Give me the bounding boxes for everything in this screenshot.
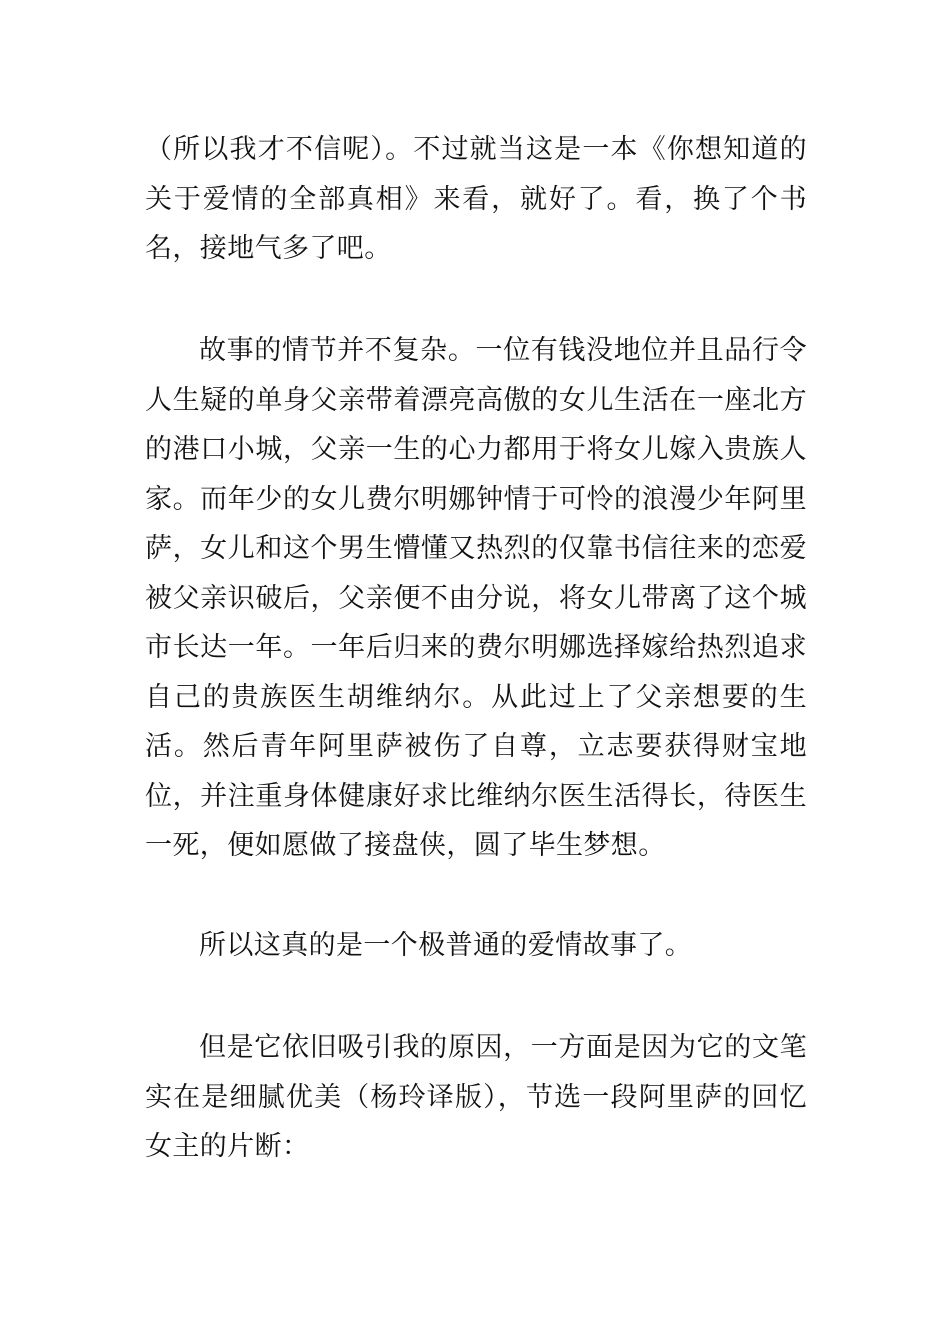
- paragraph-plot: 故事的情节并不复杂。一位有钱没地位并且品行令人生疑的单身父亲带着漂亮高傲的女儿生活在一座北方的港口小城，父亲一生的心力都用于将女儿嫁入贵族人家。而年少的女儿费尔明娜钟情于可怜的浪漫少年阿里萨，女儿和这个男生懵懂又热烈的仅靠书信往来的恋爱被父亲识破后，父亲便不由分说，将女儿带离了这个城市长达一年。一年后归来的费尔明娜选择嫁给热烈追求自己的贵族医生胡维纳尔。从此过上了父亲想要的生活。然后青年阿里萨被伤了自尊，立志要获得财宝地位，并注重身体健康好求比维纳尔医生活得长，待医生一死，便如愿做了接盘侠，圆了毕生梦想。: [145, 335, 807, 861]
- paragraph-intro: （所以我才不信呢）。不过就当这是一本《你想知道的关于爱情的全部真相》来看，就好了。看，换了个书名，接地气多了吧。: [145, 134, 807, 264]
- paragraph-summary: 所以这真的是一个极普通的爱情故事了。: [199, 930, 693, 961]
- paragraph-reason: 但是它依旧吸引我的原因，一方面是因为它的文笔实在是细腻优美（杨玲译版），节选一段阿里萨的回忆女主的片断：: [145, 1032, 807, 1162]
